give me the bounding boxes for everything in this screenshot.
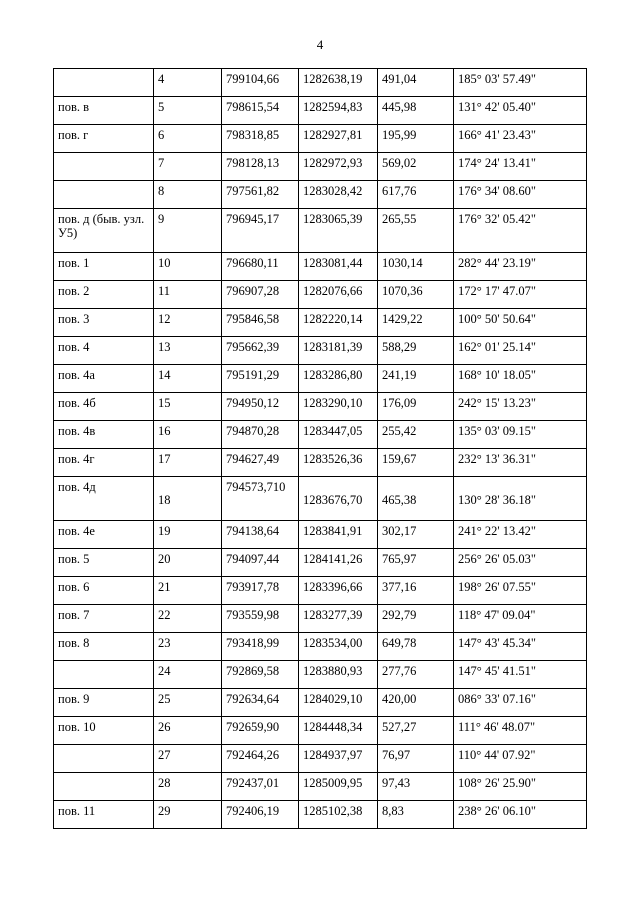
point-cell: пов. 4в <box>54 421 154 449</box>
table-row <box>54 477 587 521</box>
table-row <box>54 801 587 829</box>
table-row <box>54 661 587 689</box>
table-row <box>54 393 587 421</box>
distance-cell: 588,29 <box>378 337 454 365</box>
x-coordinate-cell: 792659,90 <box>222 717 299 745</box>
number-cell: 25 <box>154 689 222 717</box>
point-cell <box>54 69 154 97</box>
number-cell: 6 <box>154 125 222 153</box>
x-coordinate-cell: 795846,58 <box>222 309 299 337</box>
table-row <box>54 153 587 181</box>
angle-cell: 147° 43' 45.34" <box>454 633 587 661</box>
angle-cell: 282° 44' 23.19" <box>454 253 587 281</box>
y-coordinate-cell: 1283277,39 <box>299 605 378 633</box>
table-row <box>54 97 587 125</box>
y-coordinate-cell: 1284448,34 <box>299 717 378 745</box>
x-coordinate-cell: 795191,29 <box>222 365 299 393</box>
number-cell: 12 <box>154 309 222 337</box>
distance-cell: 1429,22 <box>378 309 454 337</box>
x-coordinate-cell: 793418,99 <box>222 633 299 661</box>
distance-cell: 1030,14 <box>378 253 454 281</box>
number-cell: 29 <box>154 801 222 829</box>
number-cell: 13 <box>154 337 222 365</box>
table-row <box>54 125 587 153</box>
number-cell: 20 <box>154 549 222 577</box>
number-cell: 23 <box>154 633 222 661</box>
point-cell: пов. 6 <box>54 577 154 605</box>
distance-cell: 420,00 <box>378 689 454 717</box>
number-cell: 22 <box>154 605 222 633</box>
table-row <box>54 689 587 717</box>
y-coordinate-cell: 1284029,10 <box>299 689 378 717</box>
distance-cell: 765,97 <box>378 549 454 577</box>
distance-cell: 159,67 <box>378 449 454 477</box>
x-coordinate-cell: 794138,64 <box>222 521 299 549</box>
number-cell: 4 <box>154 69 222 97</box>
point-cell <box>54 773 154 801</box>
y-coordinate-cell: 1282594,83 <box>299 97 378 125</box>
table-row <box>54 337 587 365</box>
table-row <box>54 773 587 801</box>
angle-cell: 110° 44' 07.92" <box>454 745 587 773</box>
x-coordinate-cell: 792634,64 <box>222 689 299 717</box>
point-cell: пов. 1 <box>54 253 154 281</box>
x-coordinate-cell: 796945,17 <box>222 209 299 253</box>
y-coordinate-cell: 1283396,66 <box>299 577 378 605</box>
point-cell: пов. г <box>54 125 154 153</box>
distance-cell: 1070,36 <box>378 281 454 309</box>
y-coordinate-cell: 1283447,05 <box>299 421 378 449</box>
distance-cell: 302,17 <box>378 521 454 549</box>
y-coordinate-cell: 1282927,81 <box>299 125 378 153</box>
angle-cell: 174° 24' 13.41" <box>454 153 587 181</box>
x-coordinate-cell: 796680,11 <box>222 253 299 281</box>
number-cell: 24 <box>154 661 222 689</box>
point-cell: пов. 4д <box>54 477 154 521</box>
x-coordinate-cell: 794627,49 <box>222 449 299 477</box>
distance-cell: 527,27 <box>378 717 454 745</box>
table-row <box>54 69 587 97</box>
distance-cell: 491,04 <box>378 69 454 97</box>
point-cell: пов. 8 <box>54 633 154 661</box>
point-cell: пов. 4а <box>54 365 154 393</box>
number-cell: 21 <box>154 577 222 605</box>
distance-cell: 292,79 <box>378 605 454 633</box>
x-coordinate-cell: 793559,98 <box>222 605 299 633</box>
table-row <box>54 309 587 337</box>
y-coordinate-cell: 1283290,10 <box>299 393 378 421</box>
y-coordinate-cell: 1282076,66 <box>299 281 378 309</box>
angle-cell: 176° 34' 08.60" <box>454 181 587 209</box>
distance-cell: 445,98 <box>378 97 454 125</box>
angle-cell: 130° 28' 36.18" <box>454 477 587 521</box>
y-coordinate-cell: 1285009,95 <box>299 773 378 801</box>
angle-cell: 131° 42' 05.40" <box>454 97 587 125</box>
x-coordinate-cell: 794950,12 <box>222 393 299 421</box>
point-cell: пов. 5 <box>54 549 154 577</box>
x-coordinate-cell: 796907,28 <box>222 281 299 309</box>
distance-cell: 8,83 <box>378 801 454 829</box>
distance-cell: 617,76 <box>378 181 454 209</box>
distance-cell: 195,99 <box>378 125 454 153</box>
angle-cell: 238° 26' 06.10" <box>454 801 587 829</box>
y-coordinate-cell: 1283676,70 <box>299 477 378 521</box>
angle-cell: 241° 22' 13.42" <box>454 521 587 549</box>
point-cell: пов. 4б <box>54 393 154 421</box>
angle-cell: 166° 41' 23.43" <box>454 125 587 153</box>
distance-cell: 265,55 <box>378 209 454 253</box>
point-cell: пов. 7 <box>54 605 154 633</box>
angle-cell: 162° 01' 25.14" <box>454 337 587 365</box>
angle-cell: 168° 10' 18.05" <box>454 365 587 393</box>
distance-cell: 97,43 <box>378 773 454 801</box>
y-coordinate-cell: 1282638,19 <box>299 69 378 97</box>
point-cell: пов. в <box>54 97 154 125</box>
number-cell: 18 <box>154 477 222 521</box>
distance-cell: 241,19 <box>378 365 454 393</box>
table-row <box>54 521 587 549</box>
angle-cell: 111° 46' 48.07" <box>454 717 587 745</box>
angle-cell: 108° 26' 25.90" <box>454 773 587 801</box>
y-coordinate-cell: 1282220,14 <box>299 309 378 337</box>
angle-cell: 172° 17' 47.07" <box>454 281 587 309</box>
angle-cell: 198° 26' 07.55" <box>454 577 587 605</box>
angle-cell: 118° 47' 09.04" <box>454 605 587 633</box>
table-row <box>54 605 587 633</box>
point-cell: пов. 2 <box>54 281 154 309</box>
table-row <box>54 577 587 605</box>
point-cell: пов. 10 <box>54 717 154 745</box>
table-row <box>54 717 587 745</box>
y-coordinate-cell: 1283081,44 <box>299 253 378 281</box>
table-row <box>54 421 587 449</box>
table-row <box>54 181 587 209</box>
y-coordinate-cell: 1283534,00 <box>299 633 378 661</box>
y-coordinate-cell: 1284141,26 <box>299 549 378 577</box>
table-body <box>54 69 587 829</box>
distance-cell: 377,16 <box>378 577 454 605</box>
angle-cell: 232° 13' 36.31" <box>454 449 587 477</box>
x-coordinate-cell: 792869,58 <box>222 661 299 689</box>
x-coordinate-cell: 794097,44 <box>222 549 299 577</box>
point-cell <box>54 661 154 689</box>
y-coordinate-cell: 1285102,38 <box>299 801 378 829</box>
number-cell: 28 <box>154 773 222 801</box>
x-coordinate-cell: 792437,01 <box>222 773 299 801</box>
distance-cell: 465,38 <box>378 477 454 521</box>
point-cell: пов. 4 <box>54 337 154 365</box>
y-coordinate-cell: 1283286,80 <box>299 365 378 393</box>
point-cell: пов. 4г <box>54 449 154 477</box>
y-coordinate-cell: 1283181,39 <box>299 337 378 365</box>
y-coordinate-cell: 1283065,39 <box>299 209 378 253</box>
point-cell <box>54 745 154 773</box>
distance-cell: 277,76 <box>378 661 454 689</box>
point-cell: пов. 3 <box>54 309 154 337</box>
number-cell: 14 <box>154 365 222 393</box>
number-cell: 7 <box>154 153 222 181</box>
y-coordinate-cell: 1284937,97 <box>299 745 378 773</box>
y-coordinate-cell: 1283028,42 <box>299 181 378 209</box>
number-cell: 15 <box>154 393 222 421</box>
number-cell: 11 <box>154 281 222 309</box>
table-row <box>54 633 587 661</box>
table-row <box>54 253 587 281</box>
distance-cell: 176,09 <box>378 393 454 421</box>
point-cell <box>54 153 154 181</box>
number-cell: 26 <box>154 717 222 745</box>
angle-cell: 256° 26' 05.03" <box>454 549 587 577</box>
table-row <box>54 549 587 577</box>
angle-cell: 185° 03' 57.49" <box>454 69 587 97</box>
page-number: 4 <box>316 37 324 52</box>
distance-cell: 76,97 <box>378 745 454 773</box>
angle-cell: 242° 15' 13.23" <box>454 393 587 421</box>
point-cell: пов. 9 <box>54 689 154 717</box>
x-coordinate-cell: 795662,39 <box>222 337 299 365</box>
number-cell: 19 <box>154 521 222 549</box>
angle-cell: 135° 03' 09.15" <box>454 421 587 449</box>
coordinates-table <box>53 68 587 829</box>
angle-cell: 176° 32' 05.42" <box>454 209 587 253</box>
number-cell: 5 <box>154 97 222 125</box>
x-coordinate-cell: 794870,28 <box>222 421 299 449</box>
number-cell: 8 <box>154 181 222 209</box>
x-coordinate-cell: 798128,13 <box>222 153 299 181</box>
point-cell: пов. 11 <box>54 801 154 829</box>
y-coordinate-cell: 1283880,93 <box>299 661 378 689</box>
table-row <box>54 449 587 477</box>
x-coordinate-cell: 797561,82 <box>222 181 299 209</box>
number-cell: 9 <box>154 209 222 253</box>
number-cell: 27 <box>154 745 222 773</box>
distance-cell: 255,42 <box>378 421 454 449</box>
x-coordinate-cell: 792464,26 <box>222 745 299 773</box>
x-coordinate-cell: 799104,66 <box>222 69 299 97</box>
table-row <box>54 745 587 773</box>
x-coordinate-cell: 793917,78 <box>222 577 299 605</box>
table-row <box>54 365 587 393</box>
angle-cell: 100° 50' 50.64" <box>454 309 587 337</box>
angle-cell: 086° 33' 07.16" <box>454 689 587 717</box>
number-cell: 17 <box>154 449 222 477</box>
y-coordinate-cell: 1283841,91 <box>299 521 378 549</box>
distance-cell: 649,78 <box>378 633 454 661</box>
point-cell: пов. д (быв. узл.У5) <box>54 209 154 253</box>
table-row <box>54 209 587 253</box>
y-coordinate-cell: 1283526,36 <box>299 449 378 477</box>
x-coordinate-cell: 792406,19 <box>222 801 299 829</box>
y-coordinate-cell: 1282972,93 <box>299 153 378 181</box>
distance-cell: 569,02 <box>378 153 454 181</box>
x-coordinate-cell: 798318,85 <box>222 125 299 153</box>
angle-cell: 147° 45' 41.51" <box>454 661 587 689</box>
number-cell: 10 <box>154 253 222 281</box>
point-cell <box>54 181 154 209</box>
number-cell: 16 <box>154 421 222 449</box>
table-row <box>54 281 587 309</box>
x-coordinate-cell: 798615,54 <box>222 97 299 125</box>
x-coordinate-cell: 794573,710 <box>222 477 299 521</box>
point-cell: пов. 4е <box>54 521 154 549</box>
